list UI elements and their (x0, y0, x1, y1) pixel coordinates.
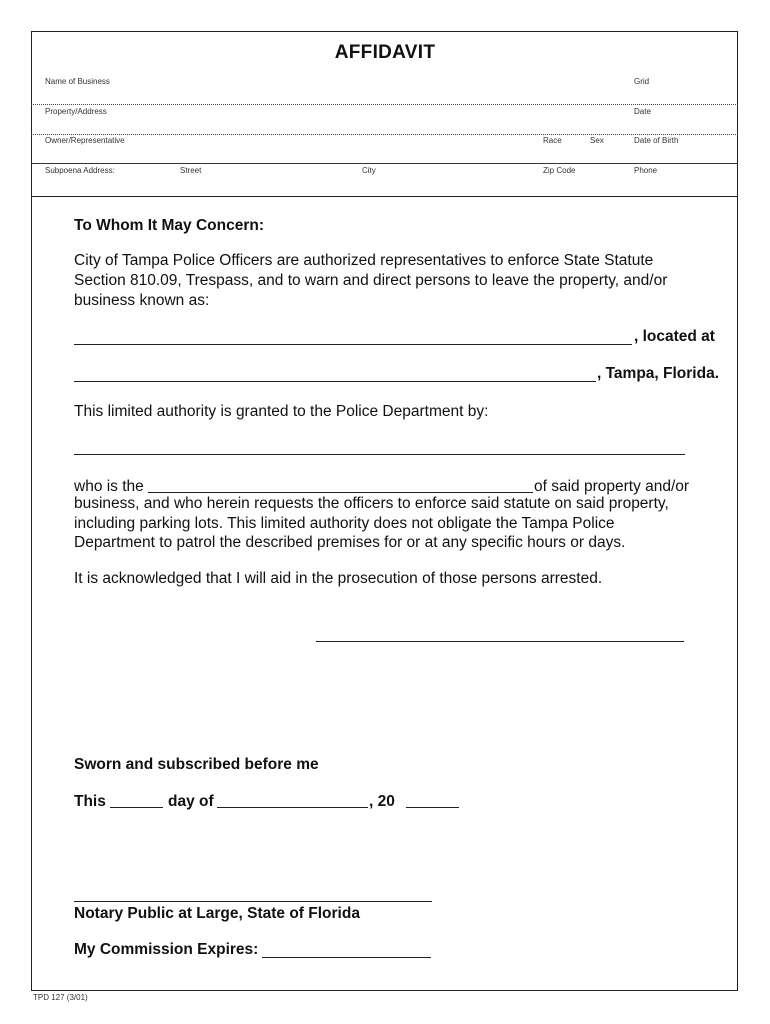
row-divider-2 (31, 134, 738, 135)
authority-text: This limited authority is granted to the Police Department by: (74, 403, 489, 420)
paragraph-2-line-4: Department to patrol the described premises for or at any specific hours or days. (74, 534, 626, 551)
located-at-text: , located at (634, 328, 715, 345)
grid-label: Grid (634, 77, 650, 86)
commission-expires-text: My Commission Expires: (74, 941, 259, 958)
paragraph-2-line-3: including parking lots. This limited authority does not obligate the Tampa Police (74, 515, 615, 532)
signature-line[interactable] (316, 641, 684, 642)
row-divider-1 (31, 104, 738, 105)
date-of-birth-label: Date of Birth (634, 136, 679, 145)
sworn-subscribed-text: Sworn and subscribed before me (74, 756, 319, 773)
city-label: City (362, 166, 376, 175)
commission-expires-line[interactable] (262, 957, 431, 958)
comma-20-text: , 20 (369, 793, 395, 810)
day-line[interactable] (110, 807, 163, 808)
sex-label: Sex (590, 136, 604, 145)
date-label: Date (634, 107, 651, 116)
name-of-business-label: Name of Business (45, 77, 110, 86)
paragraph-1-line-3: business known as: (74, 292, 210, 309)
owner-representative-label: Owner/Representative (45, 136, 125, 145)
salutation: To Whom It May Concern: (74, 217, 265, 234)
year-line[interactable] (406, 807, 459, 808)
paragraph-2-line-2: business, and who herein requests the officers to enforce said statute on said property, (74, 495, 669, 512)
grantor-name-line[interactable] (74, 454, 685, 455)
property-address-label: Property/Address (45, 107, 107, 116)
header-bottom-divider (31, 196, 738, 197)
subpoena-address-label: Subpoena Address: (45, 166, 115, 175)
day-of-text: day of (168, 793, 214, 810)
zip-code-label: Zip Code (543, 166, 576, 175)
row-divider-3 (31, 163, 738, 164)
form-number: TPD 127 (3/01) (33, 993, 88, 1002)
of-said-property-text: of said property and/or (534, 478, 690, 495)
notary-public-text: Notary Public at Large, State of Florida (74, 905, 360, 922)
tampa-florida-text: , Tampa, Florida. (597, 365, 720, 382)
month-line[interactable] (217, 807, 368, 808)
notary-signature-line[interactable] (74, 901, 432, 902)
who-is-the-text: who is the (74, 478, 144, 495)
acknowledged-text: It is acknowledged that I will aid in the prosecution of those persons arrested. (74, 570, 603, 587)
paragraph-1-line-1: City of Tampa Police Officers are authorized representatives to enforce State Statute (74, 252, 654, 269)
business-address-line[interactable] (74, 381, 596, 382)
street-label: Street (180, 166, 202, 175)
form-title: AFFIDAVIT (334, 42, 436, 63)
race-label: Race (543, 136, 562, 145)
paragraph-1-line-2: Section 810.09, Trespass, and to warn and direct persons to leave the property, and/or (74, 272, 668, 289)
this-text: This (74, 793, 106, 810)
phone-label: Phone (634, 166, 658, 175)
grantor-role-line[interactable] (148, 492, 533, 493)
business-name-line[interactable] (74, 344, 632, 345)
